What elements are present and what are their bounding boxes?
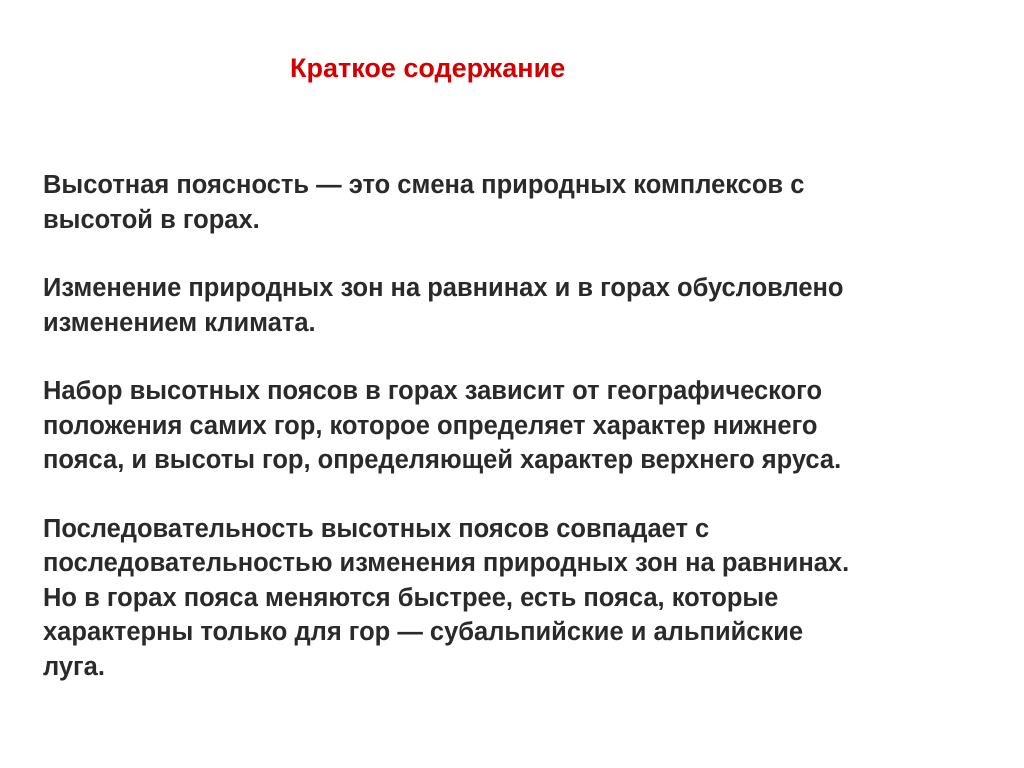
paragraph-line: характерны только для гор — субальпийские и альпийские xyxy=(43,618,804,646)
paragraph-line: Набор высотных поясов в горах зависит от географического xyxy=(43,377,823,405)
paragraph-belt-sequence xyxy=(43,512,1003,685)
paragraph-line: изменением климата. xyxy=(43,308,316,337)
paragraph-line: высотой в горах. xyxy=(43,205,260,234)
paragraph-line: луга. xyxy=(43,652,105,681)
paragraph-belt-set xyxy=(43,374,1003,478)
paragraph-line: Но в горах пояса меняются быстрее, есть пояса, которые xyxy=(43,583,779,612)
paragraph-altitudinal-zonation xyxy=(43,168,1003,237)
paragraph-line: Изменение природных зон на равнинах и в горах обусловлено xyxy=(43,274,844,302)
paragraph-line: положения самих гор, которое определяет характер нижнего xyxy=(43,411,818,440)
paragraph-line: Высотная поясность — это смена природных комплексов с xyxy=(43,171,805,199)
paragraph-line: последовательностью изменения природных зон на равнинах. xyxy=(43,549,850,577)
slide-title: Краткое содержание xyxy=(290,53,566,83)
paragraph-climate-change xyxy=(43,271,1003,340)
slide-body xyxy=(43,168,1003,718)
paragraph-line: пояса, и высоты гор, определяющей характер верхнего яруса. xyxy=(43,446,842,474)
paragraph-line: Последовательность высотных поясов совпадает с xyxy=(43,514,710,543)
